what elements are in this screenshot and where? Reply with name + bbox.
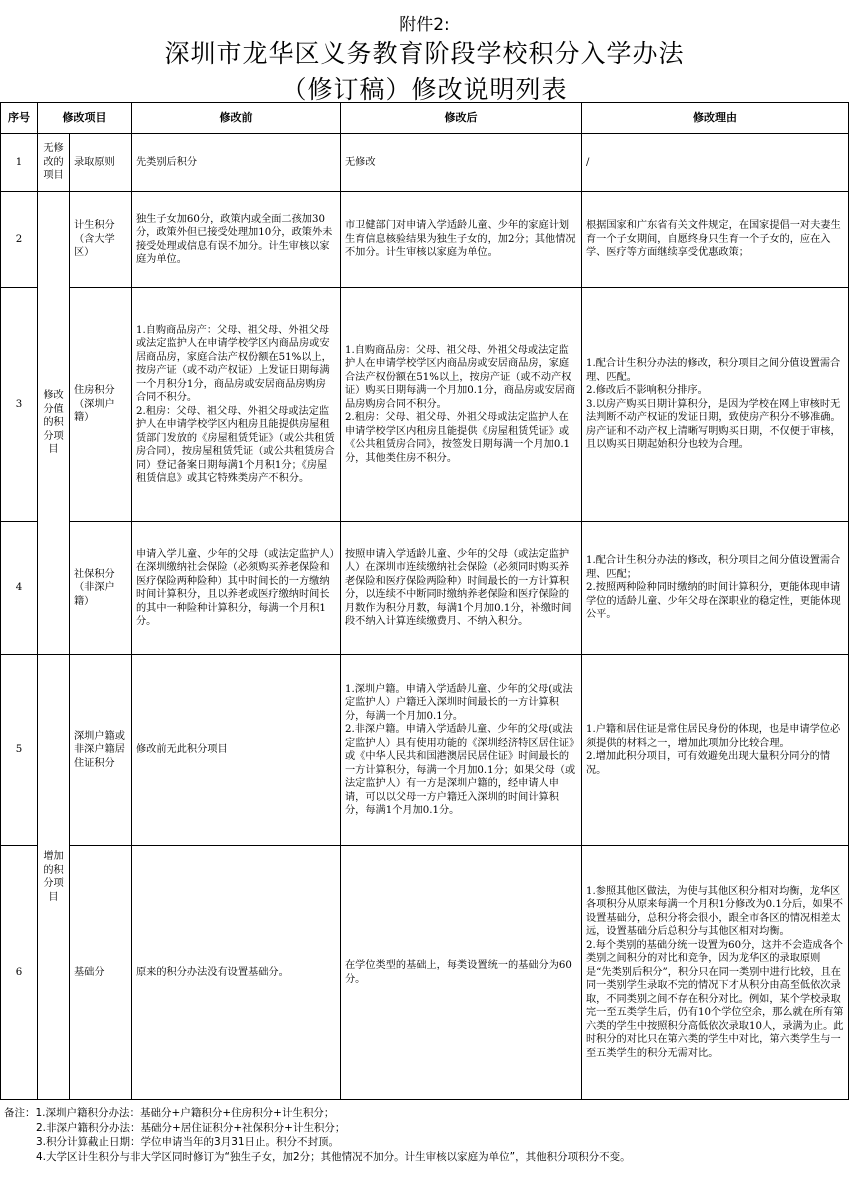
before-text: 原来的积分办法没有设置基础分。 — [132, 846, 341, 1100]
reason-text: 1.配合计生积分办法的修改，积分项目之间分值设置需合理、匹配； 2.按照两种险种同时缴纳的时间计算积分，更能体现申请学位的适龄儿童、少年父母在深职业的稳定性，更能体现公平。 — [582, 522, 849, 655]
col-header-reason: 修改理由 — [582, 103, 849, 134]
reason-text: 1.户籍和居住证是常住居民身份的体现，也是申请学位必须提供的材料之一，增加此项加分比较合理。 2.增加此积分项目，可有效避免出现大量积分同分的情况。 — [582, 655, 849, 846]
reason-text: 1.配合计生积分办法的修改，积分项目之间分值设置需合理、匹配。 2.修改后不影响积分排序。 3.以房产购买日期计算积分，是因为学校在网上审核时无法判断不动产权证的发证日期，致使房产积分不够准确。房产证和不动产权上清晰写明购买日期，不仅便于审核，且以购买日期起始积分也较为合理。 — [582, 288, 849, 522]
notes-section — [4, 1106, 844, 1164]
after-text: 1.自购商品房：父母、祖父母、外祖父母或法定监护人在申请学校学区内商品房或安居商品房，家庭合法产权份额在51%以上，按房产证（或不动产权证）购买日期每满一个月加0.1分，商品房或安居商品房购房合同不积分。 2.租房：父母、祖父母、外祖父母或法定监护人在申请学校学区内租房且能提供《房屋租赁凭证》或《公共租赁房合同》，按签发日期每满一个月加0.1分，其他类住房不积分。 — [341, 288, 582, 522]
row-number: 1 — [1, 134, 38, 192]
after-text: 在学位类型的基础上，每类设置统一的基础分为60分。 — [341, 846, 582, 1100]
revision-table — [0, 102, 849, 1100]
note-item: 3.积分计算截止日期：学位申请当年的3月31日止。积分不封顶。 — [36, 1136, 340, 1148]
before-text: 独生子女加60分，政策内或全面二孩加30分，政策外但已接受处理加10分，政策外未接受处理或信息有误不加分。计生审核以家庭为单位。 — [132, 192, 341, 288]
col-header-after: 修改后 — [341, 103, 582, 134]
item-name: 基础分 — [70, 846, 132, 1100]
group-label: 增加的积分项目 — [38, 655, 70, 1100]
notes-label: 备注： — [4, 1107, 36, 1119]
group-label: 无修改的项目 — [38, 134, 70, 192]
table-row — [1, 134, 849, 192]
document-title-line1: 深圳市龙华区义务教育阶段学校积分入学办法 — [164, 39, 685, 68]
reason-text: 1.参照其他区做法，为使与其他区积分相对均衡，龙华区各项积分从原来每满一个月积1分修改为0.1分后，如果不设置基础分，总积分将会很小，跟全市各区的情况相差太远，设置基础分后总积分与其他区相对均衡。 2.每个类别的基础分统一设置为60分，这并不会造成各个类别之间积分的对比和竞争，因为龙华区的录取原则是“先类别后积分”，积分只在同一类别中进行比较，且在同一类别学生录取不完的情况下才从积分由高至低依次录取，不同类别之间不存在积分对比。例如，某个学校录取完一至五类学生后，仍有10个学位空余，那么就在所有第六类的学生中按照积分高低依次录取10人，录满为止。此时积分的对比只在第六类的学生中对比，第六类学生与一至五类学生的积分无需对比。 — [582, 846, 849, 1100]
after-text: 按照申请入学适龄儿童、少年的父母（或法定监护人）在深圳市连续缴纳社会保险（必须同时购买养老保险和医疗保险两险种）时间最长的一方计算积分，以连续不中断同时缴纳养老保险和医疗保险的月数作为积分月数，每满1个月加0.1分，补缴时间段不纳入计算连续缴费月、不纳入积分。 — [341, 522, 582, 655]
note-item: 备注：1.深圳户籍积分办法：基础分+户籍积分+住房积分+计生积分； — [4, 1107, 335, 1119]
row-number: 6 — [1, 846, 38, 1100]
item-name: 计生积分（含大学区） — [70, 192, 132, 288]
before-text: 1.自购商品房产：父母、祖父母、外祖父母或法定监护人在申请学校学区内商品房或安居商品房，家庭合法产权份额在51%以上，按房产证（或不动产权证）上发证日期每满一个月积分1分，商品房或安居商品房购房合同不积分。 2.租房：父母、祖父母、外祖父母或法定监护人在申请学校学区内租房且能提供房屋租赁部门发放的《房屋租赁凭证》（或公共租赁房合同），按房屋租赁凭证（或公共租赁房合同）登记备案日期每满1个月积1分；《房屋租赁信息》或其它特殊类房产不积分。 — [132, 288, 341, 522]
row-number: 4 — [1, 522, 38, 655]
note-item: 4.大学区计生积分与非大学区同时修订为“独生子女，加2分；其他情况不加分。计生审核以家庭为单位”，其他积分项积分不变。 — [36, 1150, 631, 1163]
table-header-row — [1, 103, 849, 134]
table-row — [1, 288, 849, 522]
before-text: 申请入学儿童、少年的父母（或法定监护人）在深圳缴纳社会保险（必须购买养老保险和医疗保险两种险种）其中时间长的一方缴纳时间计算积分，且以养老或医疗缴纳时间长的其中一种险种计算积分，每满一个月积1分。 — [132, 522, 341, 655]
group-label: 修改分值的积分项目 — [38, 192, 70, 655]
table-row — [1, 522, 849, 655]
row-number: 2 — [1, 192, 38, 288]
note-item: 2.非深户籍积分办法：基础分+居住证积分+社保积分+计生积分； — [36, 1121, 346, 1134]
table-row — [1, 655, 849, 846]
attachment-label: 附件2: — [399, 15, 450, 35]
document-title-line2: （修订稿）修改说明列表 — [281, 75, 568, 104]
table-row — [1, 192, 849, 288]
row-number: 3 — [1, 288, 38, 522]
col-header-no: 序号 — [1, 103, 38, 134]
before-text: 修改前无此积分项目 — [132, 655, 341, 846]
item-name: 住房积分（深圳户籍） — [70, 288, 132, 522]
after-text: 无修改 — [341, 134, 582, 192]
table-row — [1, 846, 849, 1100]
col-header-before: 修改前 — [132, 103, 341, 134]
after-text: 1.深圳户籍。申请入学适龄儿童、少年的父母(或法定监护人）户籍迁入深圳时间最长的一方计算积分，每满一个月加0.1分。 2.非深户籍。申请入学适龄儿童、少年的父母(或法定监护人）具有使用功能的《深圳经济特区居住证》或《中华人民共和国港澳居民居住证》时间最长的一方计算积分，每满一个月加0.1分；如果父母（或法定监护人）有一方是深圳户籍的，经申请人申请，可以以父母一方户籍迁入深圳的时间计算积分，每满1个月加0.1分。 — [341, 655, 582, 846]
reason-text: 根据国家和广东省有关文件规定，在国家提倡一对夫妻生育一个子女期间，自愿终身只生育一个子女的，应在入学、医疗等方面继续享受优惠政策； — [582, 192, 849, 288]
before-text: 先类别后积分 — [132, 134, 341, 192]
after-text: 市卫健部门对申请入学适龄儿童、少年的家庭计划生育信息核验结果为独生子女的，加2分；其他情况不加分。计生审核以家庭为单位。 — [341, 192, 582, 288]
row-number: 5 — [1, 655, 38, 846]
item-name: 录取原则 — [70, 134, 132, 192]
item-name: 社保积分（非深户籍） — [70, 522, 132, 655]
reason-text: / — [582, 134, 849, 192]
item-name: 深圳户籍或非深户籍居住证积分 — [70, 655, 132, 846]
col-header-item: 修改项目 — [38, 103, 132, 134]
